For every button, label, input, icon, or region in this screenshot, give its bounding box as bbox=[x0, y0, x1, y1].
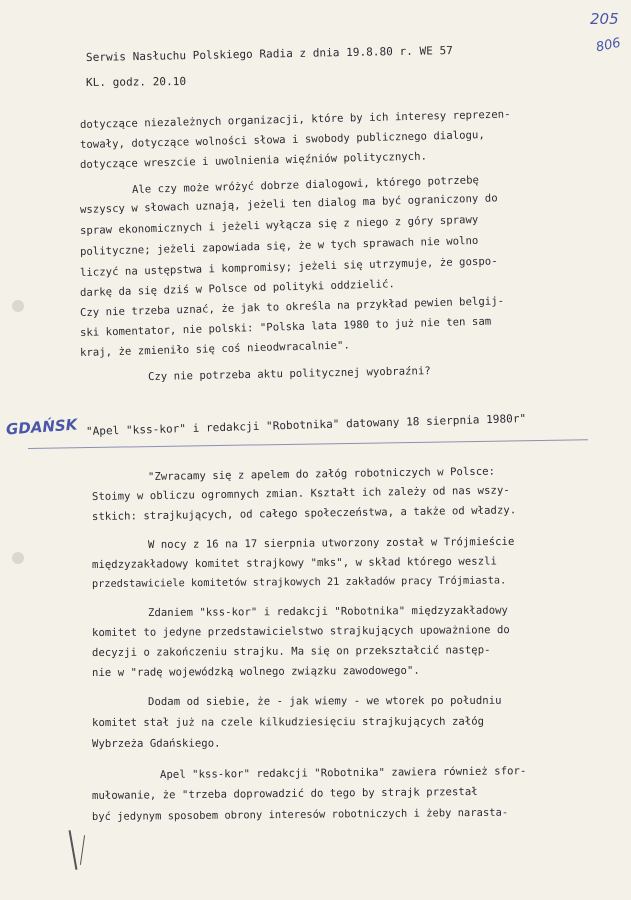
margin-note-gdansk: GDAŃSK bbox=[5, 415, 78, 439]
text-line: spraw ekonomicznych i jeżeli wyłącza się z niego z góry sprawy bbox=[79, 213, 479, 237]
header-line-1: Serwis Nasłuchu Polskiego Radia z dnia 19.8.80 r. WE 57 bbox=[85, 43, 454, 64]
text-line: dotyczące niezależnych organizacji, które by ich interesy reprezen- bbox=[79, 108, 511, 131]
text-line: mułowanie, że "trzeba doprowadzić do tego by strajk przestał bbox=[91, 785, 478, 802]
text-line: kraj, że zmieniło się coś nieodwracalnie". bbox=[79, 339, 351, 359]
punch-hole-bottom bbox=[12, 552, 24, 564]
text-line: Ale czy może wróżyć dobrze dialogowi, którego potrzebę bbox=[131, 174, 480, 196]
text-line: Dodam od siebie, że - jak wiemy - we wtorek po południu bbox=[147, 694, 502, 708]
section-title: "Apel "kss-kor" i redakcji "Robotnika" datowany 18 sierpnia 1980r" bbox=[85, 411, 527, 438]
text-line: komitet stał już na czele kilkudziesięciu strajkujących załóg bbox=[91, 715, 485, 729]
text-line: decyzji o zakończeniu strajku. Ma się on przekształcić następ- bbox=[91, 644, 491, 659]
text-line: międzyzakładowy komitet strajkowy "mks", w skład którego weszli bbox=[91, 555, 498, 571]
pen-mark bbox=[80, 835, 85, 865]
handwritten-page-sub: 806 bbox=[594, 35, 623, 56]
text-line: liczyć na ustępstwa i kompromisy; jeżeli się utrzymuje, że gospo- bbox=[79, 255, 498, 279]
text-line: przedstawiciele komitetów strajkowych 21 zakładów pracy Trójmiasta. bbox=[91, 575, 507, 590]
text-line: Apel "kss-kor" redakcji "Robotnika" zawiera również sfor- bbox=[159, 765, 527, 781]
text-line: "Zwracamy się z apelem do załóg robotniczych w Polsce: bbox=[147, 465, 496, 483]
text-line: Zdaniem "kss-kor" i redakcji "Robotnika" międzyzakładowy bbox=[147, 604, 509, 619]
text-line: W nocy z 16 na 17 sierpnia utworzony został w Trójmieście bbox=[147, 535, 515, 551]
text-line: nie w "radę wojewódzką wolnego związku zawodowego". bbox=[91, 664, 420, 679]
text-line: komitet to jedyne przedstawicielstwo strajkujących upoważnione do bbox=[91, 624, 510, 639]
text-line: darkę da się dziś w Polsce od polityki oddzielić. bbox=[79, 278, 396, 299]
text-line: polityczne; jeżeli zapowiada się, że w tych sprawach nie wolno bbox=[79, 234, 479, 258]
header-line-2: KL. godz. 20.10 bbox=[85, 74, 187, 89]
text-line: ski komentator, nie polski: "Polska lata 1980 to już nie ten sam bbox=[79, 315, 492, 339]
text-line: wszyscy w słowach uznają, jeżeli ten dialog ma być ograniczony do bbox=[79, 192, 498, 216]
text-line: Czy nie trzeba uznać, że jak to określa na przykład pewien belgij- bbox=[79, 295, 505, 319]
punch-hole-top bbox=[12, 300, 24, 312]
text-line: być jedynym sposobem obrony interesów robotniczych i żeby narasta- bbox=[91, 806, 509, 823]
text-line: Czy nie potrzeba aktu politycznej wyobraźni? bbox=[147, 365, 431, 383]
text-line: towały, dotyczące wolności słowa i swobody publicznego dialogu, bbox=[79, 129, 485, 151]
handwritten-page-number: 205 bbox=[590, 10, 619, 28]
section-separator bbox=[28, 439, 588, 449]
pen-mark bbox=[69, 830, 78, 870]
text-line: stkich: strajkujących, od całego społeczeństwa, a także od władzy. bbox=[91, 504, 517, 523]
text-line: Wybrzeża Gdańskiego. bbox=[91, 737, 221, 750]
text-line: Stoimy w obliczu ogromnych zmian. Kształt ich zależy od nas wszy- bbox=[91, 484, 510, 503]
text-line: dotyczące wreszcie i uwolnienia więźniów politycznych. bbox=[79, 150, 428, 171]
